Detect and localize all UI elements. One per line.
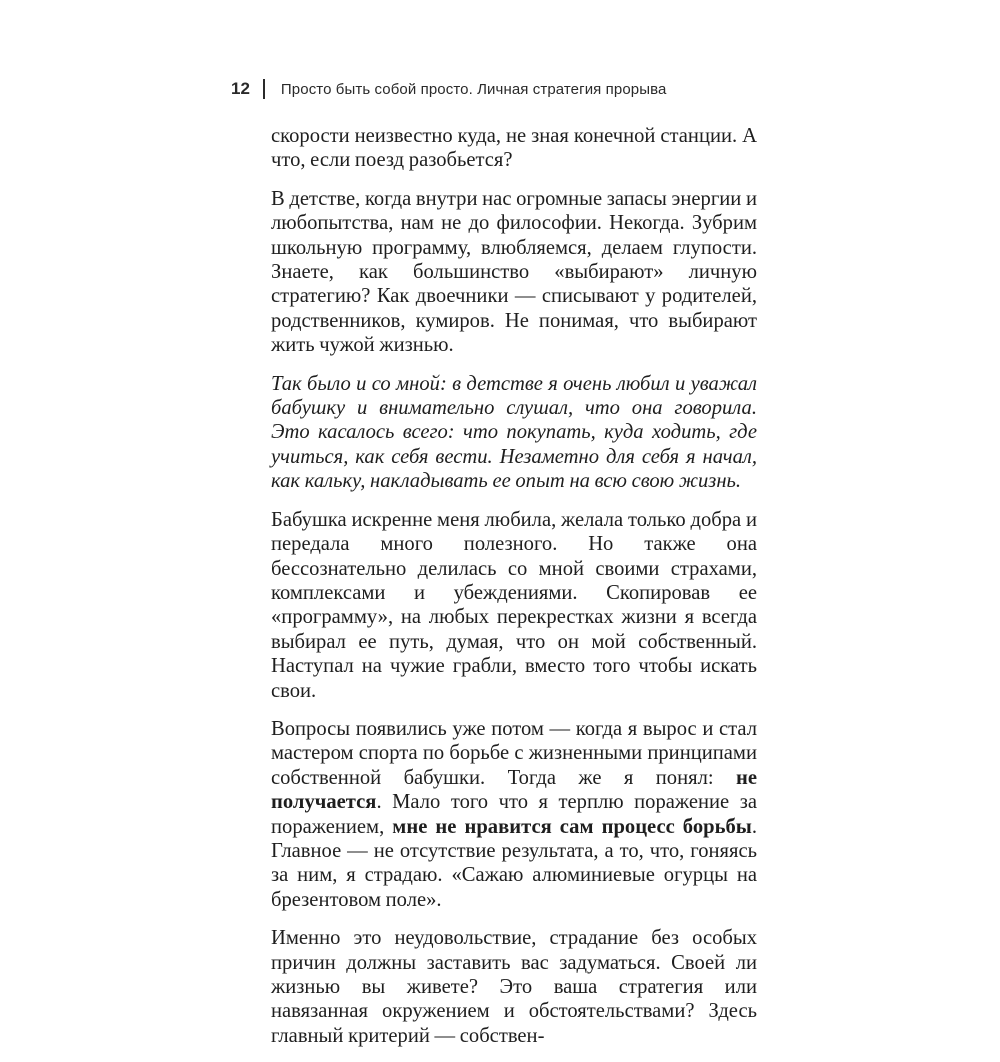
page-number: 12 [231, 79, 250, 98]
running-header [231, 76, 791, 102]
paragraph-5-text-c: . Главное — не отсутствие результата, а то, что, гоняясь за ним, я страдаю. «Сажаю алюминиевые огурцы на брезентовом поле». [271, 815, 757, 911]
paragraph-1: скорости неизвестно куда, не зная конечной станции. А что, если поезд разобьется? [271, 125, 757, 172]
paragraph-5 [271, 717, 757, 912]
paragraph-2: В детстве, когда внутри нас огромные запасы энергии и любопытства, нам не до философии. Некогда. Зубрим школьную программу, влюбляемся, делаем глупости. Знаете, как большинство «выбирают» личную стратегию? Как двоечники — списывают у родителей, родственников, кумиров. Не понимая, что выбирают жить чужой жизнью. [271, 187, 757, 357]
page-body [271, 124, 757, 1062]
paragraph-3-italic: Так было и со мной: в детстве я очень любил и уважал бабушку и внимательно слушал, что она говорила. Это касалось всего: что покупать, куда ходить, где учиться, как себя вести. Незаметно для себя я начал, как кальку, накладывать ее опыт на всю свою жизнь. [271, 372, 757, 493]
paragraph-5-bold-a: не получается [271, 766, 757, 814]
paragraph-4: Бабушка искренне меня любила, желала только добра и передала много полезного. Но также она бессознательно делилась со мной своими страхами, комплексами и убеждениями. Скопировав ее «программу», на любых перекрестках жизни я всегда выбирал ее путь, думая, что он мой собственный. Наступал на чужие грабли, вместо того чтобы искать свои. [271, 508, 757, 702]
book-title: Просто быть собой просто. Личная стратегия прорыва [280, 80, 667, 98]
paragraph-6: Именно это неудовольствие, страдание без особых причин должны заставить вас задуматься. Своей ли жизнью вы живете? Это ваша стратегия или навязанная окружением и обстоятельствами? Здесь главный критерий — собствен- [271, 927, 757, 1047]
paragraph-5-bold-b: мне не нравится сам процесс борьбы [392, 815, 752, 838]
paragraph-5-text-b: . Мало того что я терплю поражение за поражением, [271, 791, 757, 838]
header-divider [263, 79, 265, 99]
paragraph-5-text-a: Вопросы появились уже потом — когда я вырос и стал мастером спорта по борьбе с жизненными принципами собственной бабушки. Тогда же я понял: [271, 717, 757, 789]
